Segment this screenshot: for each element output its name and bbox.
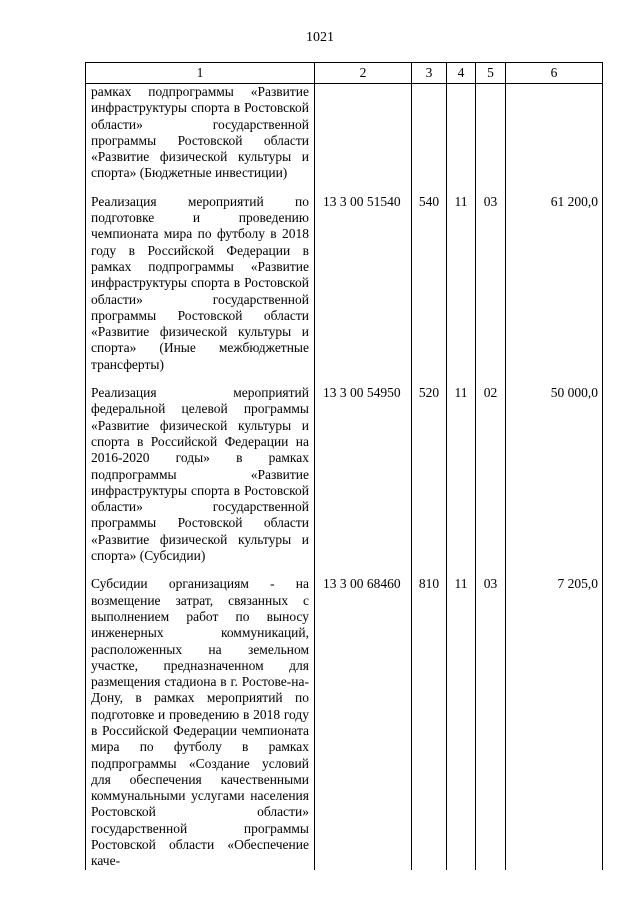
column-header: 2	[315, 63, 412, 84]
column-header: 3	[412, 63, 447, 84]
budget-table	[85, 62, 603, 870]
table-row	[86, 194, 603, 373]
row-target-code	[315, 84, 412, 182]
row-amount: 50 000,0	[506, 385, 603, 564]
row-section: 11	[447, 385, 476, 564]
row-section: 11	[447, 194, 476, 373]
row-subsection	[476, 84, 506, 182]
table-row	[86, 576, 603, 869]
row-target-code: 13 3 00 51540	[315, 194, 412, 373]
row-expense-type: 810	[412, 576, 447, 869]
row-expense-type: 520	[412, 385, 447, 564]
row-target-code: 13 3 00 68460	[315, 576, 412, 869]
row-amount: 7 205,0	[506, 576, 603, 869]
table-row	[86, 385, 603, 564]
row-section: 11	[447, 576, 476, 869]
row-amount	[506, 84, 603, 182]
row-expense-type: 540	[412, 194, 447, 373]
row-subsection: 02	[476, 385, 506, 564]
row-description: Реализация мероприятий по подготовке и проведению чемпионата мира по футболу в 2018 году в Российской Федерации в рамках подпрограммы «Развитие инфраструктуры спорта в Ростовской области» государственной программы Ростовской области «Развитие физической культуры и спорта» (Иные межбюджетные трансферты)	[86, 194, 315, 373]
row-description: Реализация мероприятий федеральной целевой программы «Развитие физической культуры и спорта в Российской Федерации на 2016-2020 годы» в рамках подпрограммы «Развитие инфраструктуры спорта в Ростовской области» государственной программы Ростовской области «Развитие физической культуры и спорта» (Субсидии)	[86, 385, 315, 564]
row-expense-type	[412, 84, 447, 182]
table-header-row	[86, 63, 603, 84]
page-number: 1021	[306, 30, 334, 45]
table-row	[86, 84, 603, 182]
column-header: 5	[476, 63, 506, 84]
row-description: Субсидии организациям - на возмещение затрат, связанных с выполнением работ по выносу инженерных коммуникаций, расположенных на земельном участке, предназначенном для размещения стадиона в г. Ростове-на-Дону, в рамках мероприятий по подготовке и проведению в 2018 году в Российской Федерации чемпионата мира по футболу в рамках подпрограммы «Создание условий для обеспечения качественными коммунальными услугами населения Ростовской области» государственной программы Ростовской области «Обеспечение каче-	[86, 576, 315, 869]
row-section	[447, 84, 476, 182]
row-subsection: 03	[476, 576, 506, 869]
row-subsection: 03	[476, 194, 506, 373]
row-description: рамках подпрограммы «Развитие инфраструктуры спорта в Ростовской области» государственной программы Ростовской области «Развитие физической культуры и спорта» (Бюджетные инвестиции)	[86, 84, 315, 182]
row-target-code: 13 3 00 54950	[315, 385, 412, 564]
column-header: 4	[447, 63, 476, 84]
column-header: 1	[86, 63, 315, 84]
column-header: 6	[506, 63, 603, 84]
row-amount: 61 200,0	[506, 194, 603, 373]
